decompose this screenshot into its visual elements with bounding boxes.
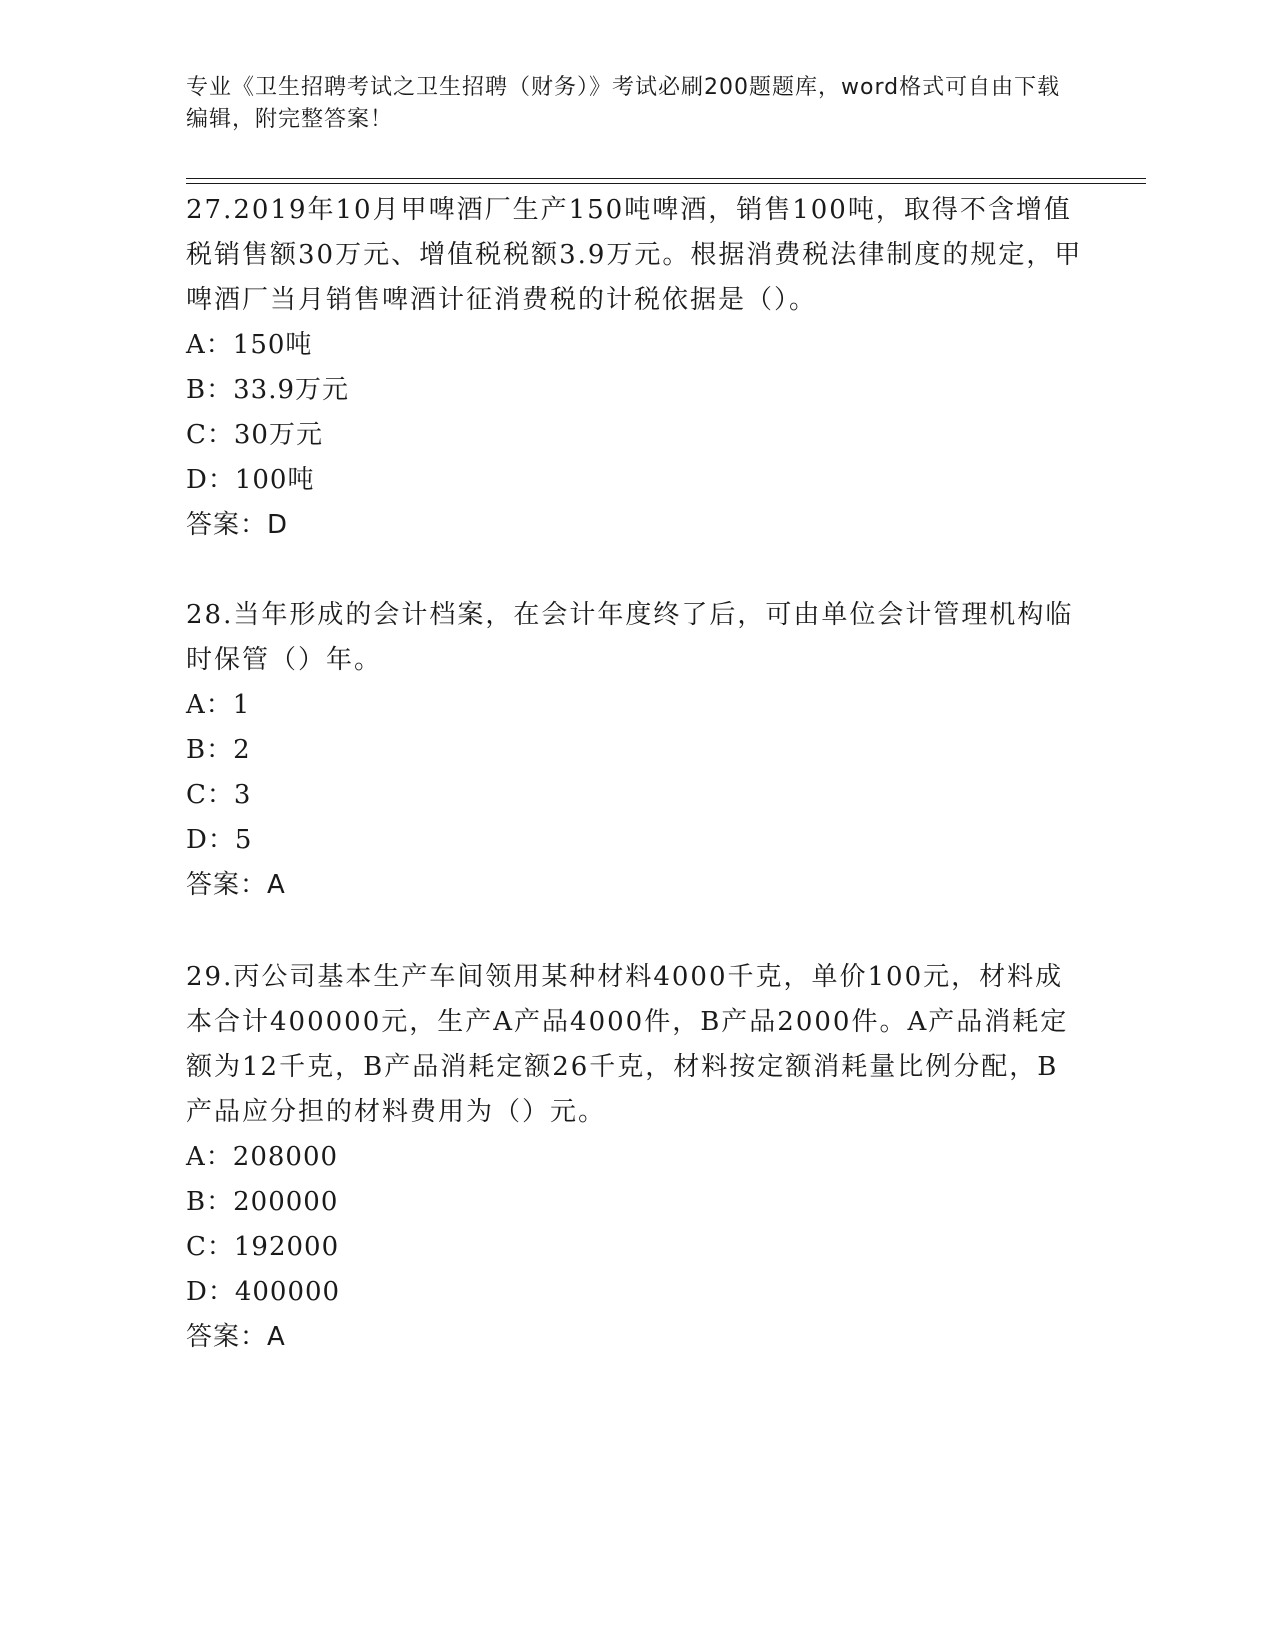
- option-b: B：2: [186, 735, 251, 765]
- document-header: 专业《卫生招聘考试之卫生招聘（财务）》考试必刷200题题库，word格式可自由下载编辑，附完整答案！: [186, 75, 1061, 132]
- option-a: A：150吨: [186, 330, 313, 360]
- question-stem: 29.丙公司基本生产车间领用某种材料4000千克，单价100元，材料成本合计400000元，生产A产品4000件，B产品2000件。A产品消耗定额为12千克，B产品消耗定额26千克，材料按定额消耗量比例分配，B产品应分担的材料费用为（）元。: [186, 962, 1069, 1127]
- option-a: A：1: [186, 690, 251, 720]
- option-c: C：30万元: [186, 420, 323, 450]
- answer: 答案：D: [186, 510, 289, 540]
- option-a: A：208000: [186, 1142, 339, 1172]
- option-d: D：100吨: [186, 465, 315, 495]
- question-stem: 27.2019年10月甲啤酒厂生产150吨啤酒，销售100吨，取得不含增值税销售额30万元、增值税税额3.9万元。根据消费税法律制度的规定，甲啤酒厂当月销售啤酒计征消费税的计税依据是（）。: [186, 195, 1083, 315]
- header-rule-top: [186, 178, 1146, 179]
- answer: 答案：A: [186, 1322, 286, 1352]
- answer: 答案：A: [186, 870, 286, 900]
- question-27: [186, 188, 1086, 548]
- question-stem: 28.当年形成的会计档案，在会计年度终了后，可由单位会计管理机构临时保管（）年。: [186, 600, 1074, 675]
- question-28: [186, 593, 1086, 908]
- question-29: [186, 955, 1086, 1360]
- option-c: C：3: [186, 780, 252, 810]
- option-list: [186, 1135, 1086, 1315]
- option-c: C：192000: [186, 1232, 340, 1262]
- option-d: D：5: [186, 825, 253, 855]
- option-list: [186, 683, 1086, 863]
- option-b: B：33.9万元: [186, 375, 349, 405]
- option-b: B：200000: [186, 1187, 339, 1217]
- header-rule-bottom: [186, 183, 1146, 184]
- option-list: [186, 323, 1086, 503]
- option-d: D：400000: [186, 1277, 341, 1307]
